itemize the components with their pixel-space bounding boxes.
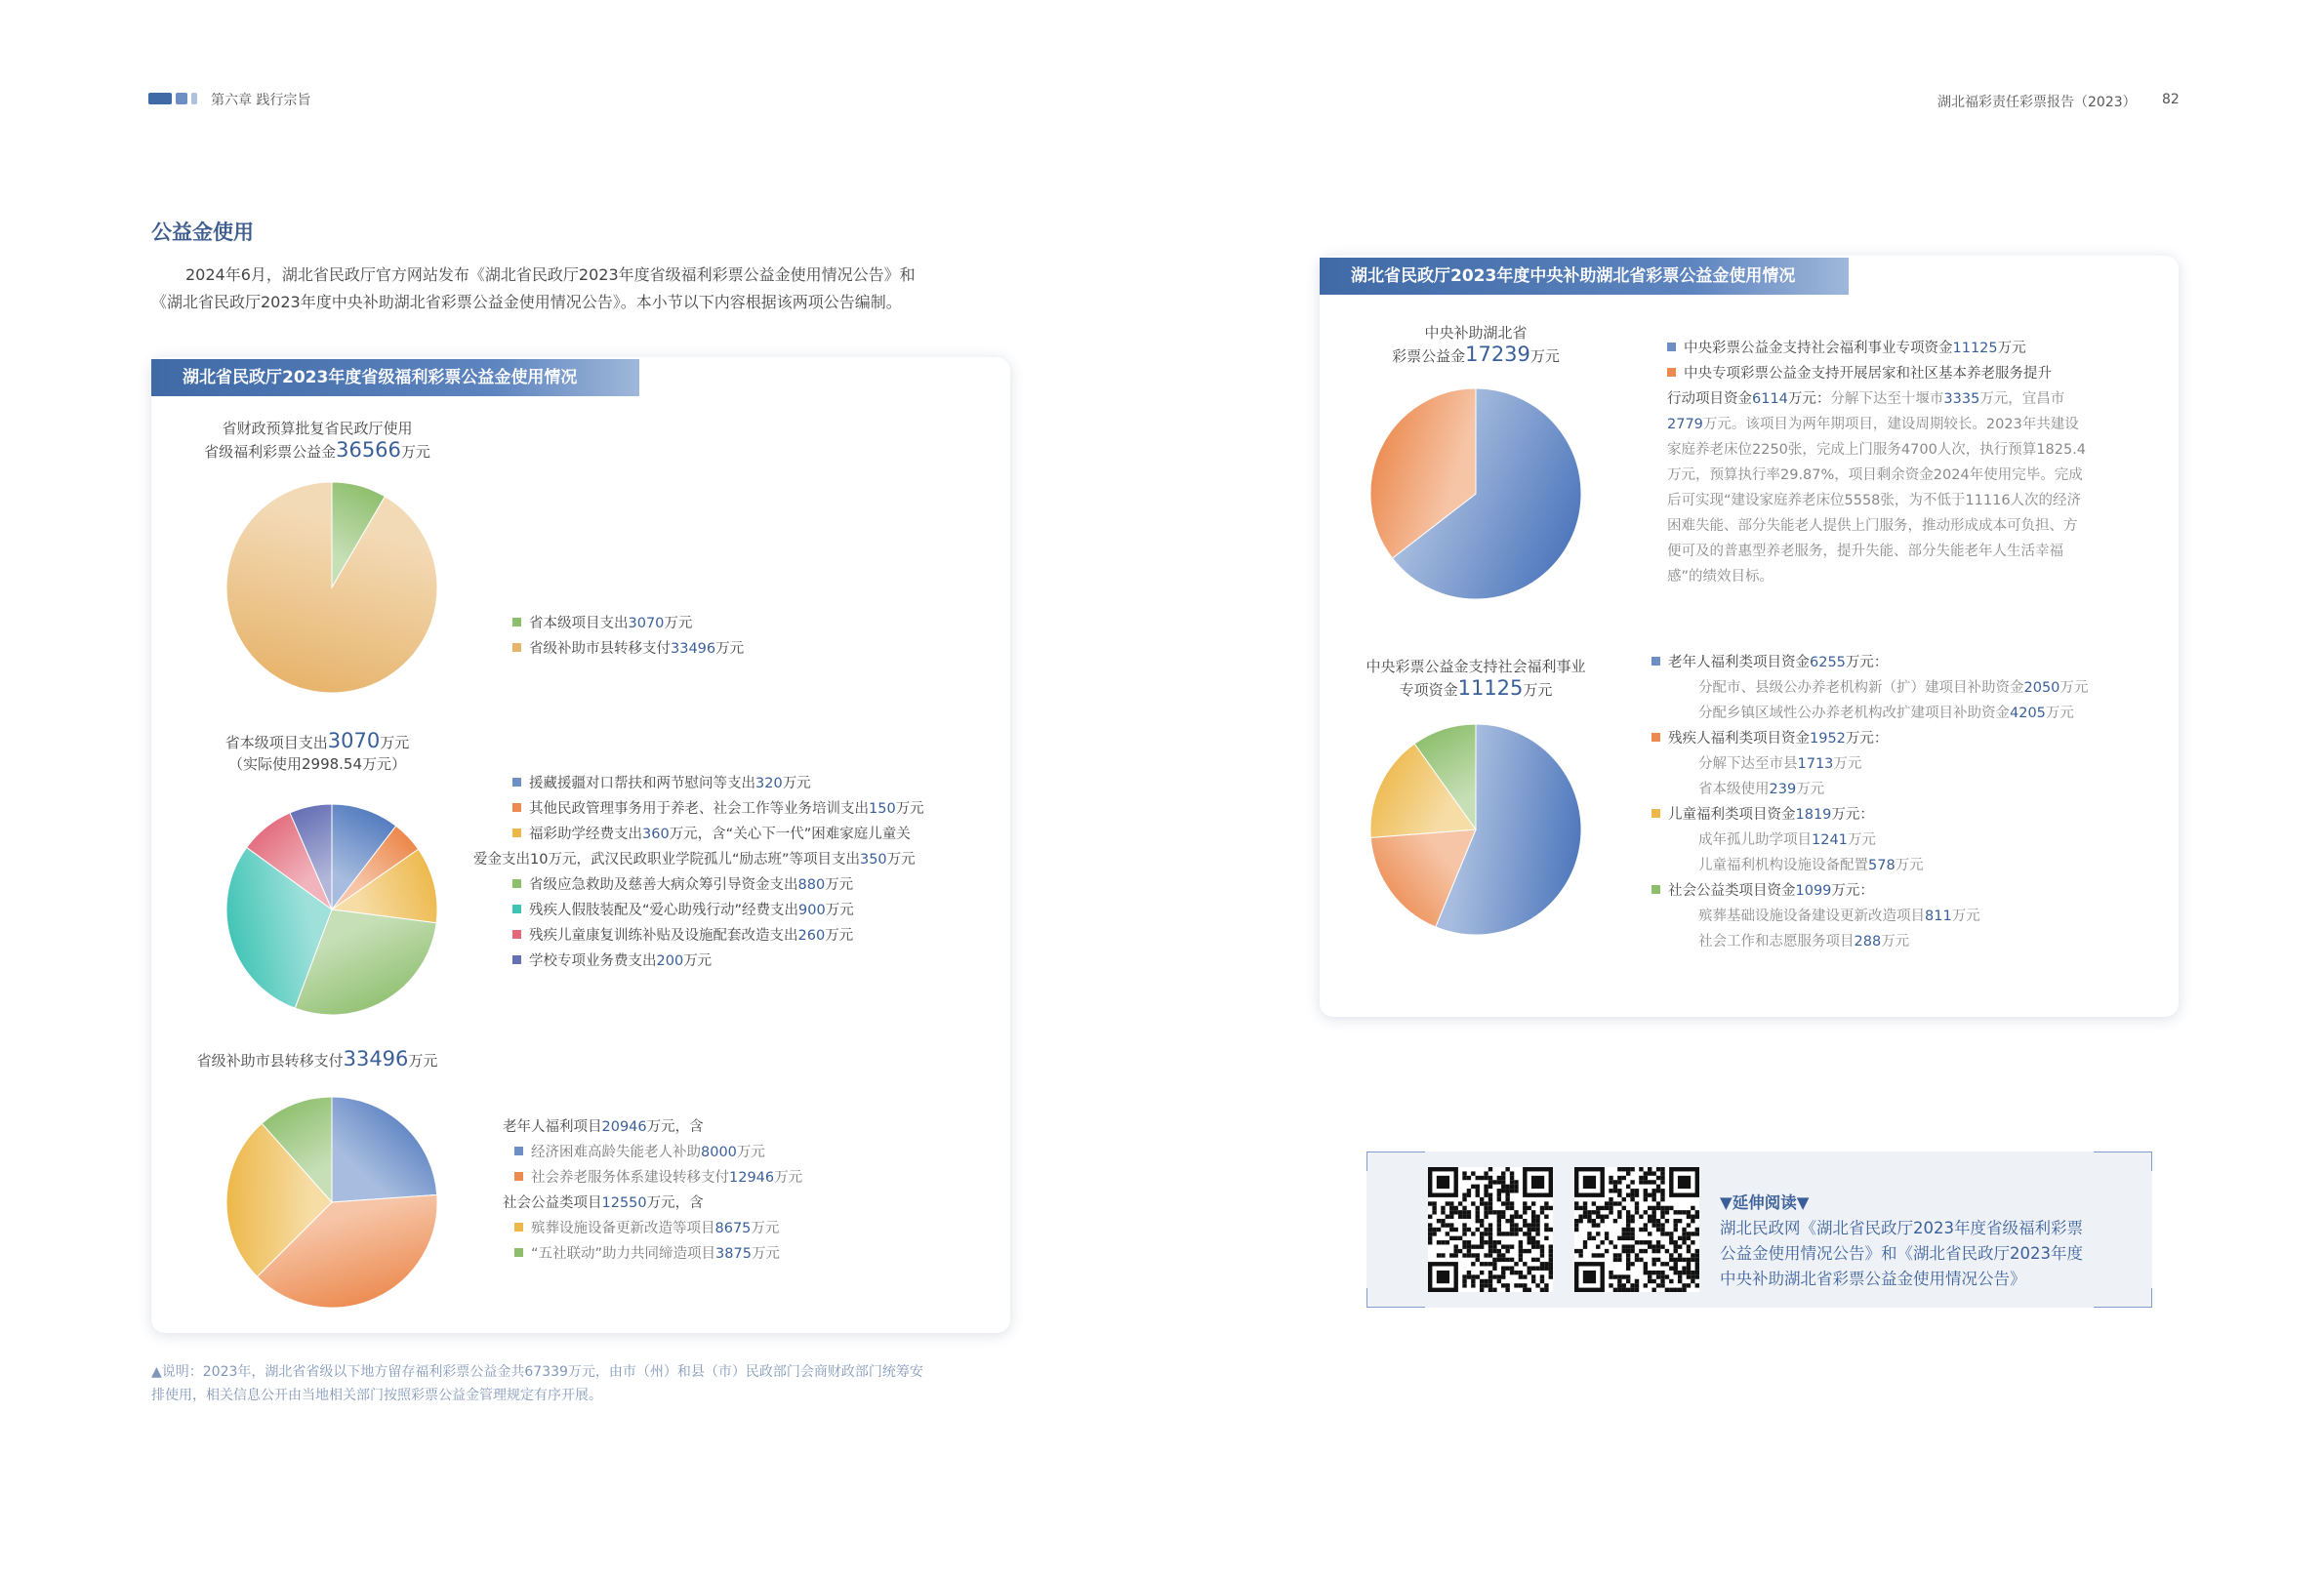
legend-swatch-blue [1667, 343, 1676, 351]
legend-swatch-teal [512, 905, 521, 913]
central-fund-card [1320, 256, 2179, 1017]
legend-detail: 家庭养老床位2250张，完成上门服务4700人次，执行预算1825.4 [1667, 442, 2087, 458]
pie2-chart [215, 792, 449, 1027]
pie5-legend [1651, 650, 2159, 954]
qr-code-provincial[interactable] [1428, 1167, 1553, 1292]
pie2-caption-line2: （实际使用2998.54万元） [227, 755, 407, 773]
pie5-caption [1349, 656, 1603, 701]
legend-item: 社会养老服务体系建设转移支付12946万元 [503, 1165, 802, 1191]
pie4-caption [1378, 322, 1573, 367]
pie1-caption [171, 418, 464, 463]
legend-group-head: 残疾人福利类项目资金1952万元： [1651, 726, 2159, 751]
legend-item: 分配乡镇区域性公办养老机构改扩建项目补助资金4205万元 [1698, 706, 2074, 721]
legend-item: 分配市、县级公办养老机构新（扩）建项目补助资金2050万元 [1698, 680, 2089, 696]
legend-swatch-green [512, 618, 521, 626]
legend-swatch-pink [512, 930, 521, 939]
legend-item: “五社联动”助力共同缔造项目3875万元 [503, 1241, 802, 1267]
pie5-caption-line1: 中央彩票公益金支持社会福利事业 [1366, 658, 1586, 675]
legend-swatch-green [514, 1248, 523, 1257]
legend-item: 援藏援疆对口帮扶和两节慰问等支出320万元 [512, 771, 924, 796]
pie4-caption-line1: 中央补助湖北省 [1424, 324, 1528, 342]
legend-group-head: 社会公益类项目资金1099万元： [1651, 878, 2159, 904]
chapter-marker [148, 93, 199, 104]
legend-detail: 感”的绩效目标。 [1667, 569, 1774, 585]
legend-item: 儿童福利机构设施设备配置578万元 [1698, 858, 1924, 873]
chapter-label: 第六章 践行宗旨 [211, 93, 311, 108]
extended-reading-line1[interactable]: 湖北民政网《湖北省民政厅2023年度省级福利彩票 [1720, 1219, 2083, 1237]
legend-item: 省级应急救助及慈善大病众筹引导资金支出880万元 [512, 872, 924, 898]
legend-item: 殡葬设施设备更新改造等项目8675万元 [503, 1216, 802, 1241]
pie3-caption [171, 1048, 464, 1071]
legend-swatch-blue [514, 1147, 523, 1155]
extended-reading-box [1366, 1152, 2152, 1308]
legend-item: 省本级使用239万元 [1698, 782, 1825, 797]
legend-swatch-purple [512, 955, 521, 964]
legend-swatch-yellow [512, 828, 521, 837]
footnote-line1: ▲说明：2023年，湖北省省级以下地方留存福利彩票公益金共67339万元，由市（州）和县（市）民政部门会商财政部门统筹安 [151, 1364, 923, 1380]
pie3-chart [215, 1085, 449, 1319]
pie1-caption-line1: 省财政预算批复省民政厅使用 [222, 420, 413, 437]
legend-item: 经济困难高龄失能老人补助8000万元 [503, 1140, 802, 1165]
intro-line-1: 2024年6月，湖北省民政厅官方网站发布《湖北省民政厅2023年度省级福利彩票公益金使用情况公告》和 [185, 265, 916, 284]
legend-item: 中央彩票公益金支持社会福利事业专项资金11125万元 [1667, 336, 2145, 361]
section-title: 公益金使用 [151, 221, 254, 244]
legend-swatch-green [1651, 885, 1660, 894]
pie3-legend [503, 1114, 802, 1267]
card-title: 湖北省民政厅2023年度中央补助湖北省彩票公益金使用情况 [1320, 258, 1849, 295]
qr-code-central[interactable] [1574, 1167, 1699, 1292]
legend-swatch-blue [512, 778, 521, 787]
legend-swatch-blue [1651, 657, 1660, 666]
pie1-caption-line2: 省级福利彩票公益金36566万元 [204, 438, 430, 462]
legend-item: 殡葬基础设施设备建设更新改造项目811万元 [1698, 909, 1980, 924]
legend-group-head: 老年人福利类项目资金6255万元： [1651, 650, 2159, 675]
legend-swatch-tan [512, 643, 521, 652]
legend-detail: 行动项目资金6114万元：分解下达至十堰市3335万元，宜昌市 [1667, 391, 2065, 407]
legend-item: 省本级项目支出3070万元 [512, 611, 744, 636]
legend-item: 省级补助市县转移支付33496万元 [512, 636, 744, 662]
pie4-caption-line2: 彩票公益金17239万元 [1392, 343, 1560, 366]
page-number: 82 [2162, 92, 2180, 107]
card-title: 湖北省民政厅2023年度省级福利彩票公益金使用情况 [151, 359, 639, 396]
legend-item: 残疾儿童康复训练补贴及设施配套改造支出260万元 [512, 923, 924, 949]
legend-swatch-yellow [1651, 809, 1660, 818]
legend-swatch-orange [1667, 368, 1676, 377]
legend-swatch-orange [514, 1172, 523, 1181]
extended-reading-line2[interactable]: 公益金使用情况公告》和《湖北省民政厅2023年度 [1720, 1244, 2083, 1263]
pie2-legend [473, 771, 924, 974]
extended-reading-title: ▼延伸阅读▼ [1720, 1193, 1810, 1212]
legend-detail: 万元，预算执行率29.87%，项目剩余资金2024年使用完毕。完成 [1667, 467, 2083, 483]
extended-reading-text [1720, 1191, 2130, 1292]
legend-item: 残疾人假肢装配及“爱心助残行动”经费支出900万元 [512, 898, 924, 923]
legend-detail: 困难失能、部分失能老人提供上门服务，推动形成成本可负担、方 [1667, 518, 2078, 534]
legend-swatch-yellow [514, 1223, 523, 1232]
pie2-caption-line1: 省本级项目支出3070万元 [224, 729, 410, 752]
pie1-legend [512, 611, 744, 662]
legend-item: 学校专项业务费支出200万元 [512, 949, 924, 974]
legend-swatch-orange [512, 803, 521, 812]
pie5-chart [1359, 712, 1593, 947]
legend-detail: 2779万元。该项目为两年期项目，建设周期较长。2023年共建设 [1667, 417, 2079, 432]
legend-group-head: 老年人福利项目20946万元，含 [503, 1119, 704, 1135]
legend-item: 社会工作和志愿服务项目288万元 [1698, 934, 1910, 950]
footnote [151, 1360, 1030, 1407]
legend-item: 分解下达至市县1713万元 [1698, 756, 1862, 772]
legend-item: 福彩助学经费支出360万元，含“关心下一代”困难家庭儿童关 [512, 822, 924, 847]
legend-item: 成年孤儿助学项目1241万元 [1698, 832, 1876, 848]
legend-group-head: 社会公益类项目12550万元，含 [503, 1195, 704, 1211]
legend-swatch-orange [1651, 733, 1660, 742]
report-title: 湖北福彩责任彩票报告（2023） [1937, 95, 2137, 110]
pie3-caption-line: 省级补助市县转移支付33496万元 [196, 1047, 438, 1071]
legend-detail: 便可及的普惠型养老服务，提升失能、部分失能老年人生活幸福 [1667, 544, 2063, 559]
provincial-fund-card [151, 357, 1010, 1333]
legend-item: 其他民政管理事务用于养老、社会工作等业务培训支出150万元 [512, 796, 924, 822]
legend-item: 中央专项彩票公益金支持开展居家和社区基本养老服务提升 [1667, 361, 2145, 386]
intro-paragraph [151, 262, 1030, 316]
pie5-caption-line2: 专项资金11125万元 [1399, 676, 1553, 700]
legend-detail: 后可实现“建设家庭养老床位5558张，为不低于11116人次的经济 [1667, 493, 2082, 508]
footnote-line2: 排使用，相关信息公开由当地相关部门按照彩票公益金管理规定有序开展。 [151, 1388, 602, 1403]
legend-group-head: 儿童福利类项目资金1819万元： [1651, 802, 2159, 828]
intro-line-2: 《湖北省民政厅2023年度中央补助湖北省彩票公益金使用情况公告》。本小节以下内容根据该两项公告编制。 [151, 293, 902, 311]
legend-item-continued: 爱金支出10万元，武汉民政职业学院孤儿“励志班”等项目支出350万元 [473, 852, 916, 868]
pie4-chart [1359, 377, 1593, 611]
pie-slice [332, 1097, 437, 1202]
pie4-legend [1667, 336, 2145, 589]
pie2-caption [171, 730, 464, 775]
legend-swatch-green [512, 879, 521, 888]
pie-slice [226, 482, 437, 693]
extended-reading-line3[interactable]: 中央补助湖北省彩票公益金使用情况公告》 [1720, 1270, 2026, 1288]
pie1-chart [215, 470, 449, 705]
